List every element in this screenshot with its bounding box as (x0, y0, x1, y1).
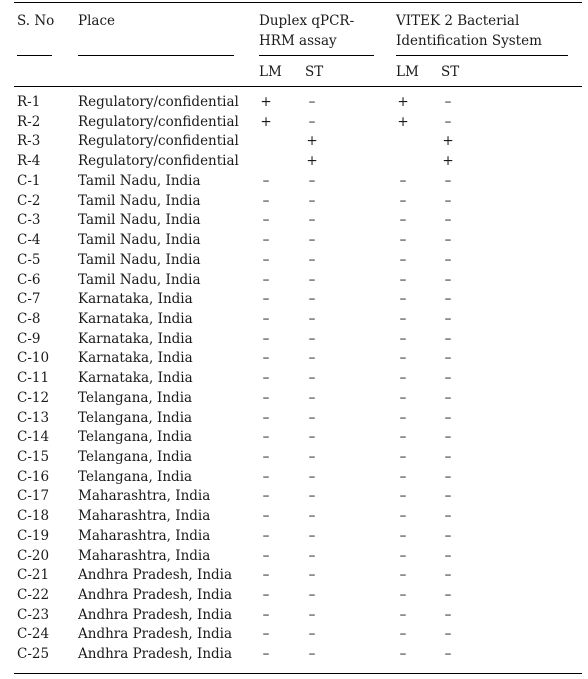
cell-place: Karnataka, India (78, 310, 193, 327)
cell-place: Maharashtra, India (78, 527, 211, 544)
cell-sno: C-16 (17, 468, 50, 485)
cell-vitek-st: – (444, 567, 452, 584)
cell-vitek-st: – (444, 429, 452, 446)
cell-place: Tamil Nadu, India (78, 251, 201, 268)
cell-place: Telangana, India (78, 409, 193, 426)
cell-sno: C-4 (17, 232, 41, 248)
cell-duplex-lm: – (262, 251, 270, 268)
cell-duplex-st: – (308, 587, 316, 603)
cell-duplex-st: – (308, 527, 316, 544)
cell-place: Andhra Pradesh, India (78, 626, 233, 643)
cell-vitek-lm: – (399, 212, 407, 229)
cell-vitek-lm: – (399, 192, 407, 209)
cell-vitek-lm: – (399, 449, 407, 465)
cell-place: Maharashtra, India (78, 547, 211, 564)
cell-place: Andhra Pradesh, India (78, 606, 233, 623)
cell-vitek-st: – (444, 409, 452, 426)
cell-sno: C-3 (17, 212, 41, 229)
subheader-lm-vitek: LM (396, 64, 419, 80)
cell-duplex-lm: – (262, 370, 270, 387)
cell-vitek-lm: – (399, 429, 407, 446)
sno-underline (17, 55, 52, 56)
cell-duplex-lm: – (262, 409, 270, 426)
cell-duplex-st: – (308, 547, 316, 564)
cell-vitek-lm: – (399, 626, 407, 643)
cell-place: Andhra Pradesh, India (78, 646, 233, 663)
cell-duplex-lm: – (262, 547, 270, 564)
place-underline (78, 55, 234, 56)
cell-vitek-st: – (444, 113, 452, 130)
cell-duplex-st: – (308, 330, 316, 347)
cell-vitek-st: – (444, 527, 452, 544)
cell-vitek-st: + (442, 153, 454, 170)
cell-sno: C-25 (17, 646, 50, 663)
header-sno: S. No (17, 13, 55, 29)
cell-duplex-lm: – (262, 587, 270, 603)
cell-duplex-lm: – (262, 449, 270, 465)
cell-place: Tamil Nadu, India (78, 192, 201, 209)
cell-duplex-st: – (308, 192, 316, 209)
header-duplex-line2: HRM assay (259, 33, 337, 49)
cell-duplex-lm: – (262, 429, 270, 446)
cell-sno: C-7 (17, 291, 41, 308)
cell-place: Telangana, India (78, 468, 193, 485)
cell-vitek-lm: – (399, 646, 407, 663)
cell-sno: R-1 (17, 94, 41, 110)
cell-sno: C-17 (17, 488, 50, 505)
cell-vitek-st: – (444, 172, 452, 189)
cell-place: Tamil Nadu, India (78, 172, 201, 189)
cell-sno: C-12 (17, 389, 50, 406)
cell-duplex-lm: – (262, 468, 270, 485)
cell-vitek-st: – (444, 232, 452, 248)
cell-duplex-lm: – (262, 172, 270, 189)
cell-sno: C-22 (17, 587, 50, 603)
cell-duplex-st: – (308, 310, 316, 327)
cell-vitek-st: – (444, 370, 452, 387)
table-top-rule (14, 2, 582, 3)
cell-sno: C-13 (17, 409, 50, 426)
cell-duplex-st: + (306, 153, 318, 170)
cell-place: Karnataka, India (78, 370, 193, 387)
cell-vitek-lm: – (399, 370, 407, 387)
cell-vitek-st: – (444, 646, 452, 663)
cell-duplex-st: – (308, 468, 316, 485)
cell-duplex-st: – (308, 488, 316, 505)
cell-duplex-st: – (308, 291, 316, 308)
cell-place: Telangana, India (78, 429, 193, 446)
cell-duplex-st: – (308, 626, 316, 643)
cell-duplex-st: – (308, 113, 316, 130)
cell-vitek-lm: – (399, 468, 407, 485)
cell-sno: R-2 (17, 113, 41, 130)
cell-duplex-lm: – (262, 527, 270, 544)
cell-place: Karnataka, India (78, 291, 193, 308)
cell-duplex-st: – (308, 271, 316, 288)
cell-vitek-lm: – (399, 330, 407, 347)
cell-vitek-lm: – (399, 232, 407, 248)
cell-sno: C-21 (17, 567, 50, 584)
cell-vitek-lm: – (399, 547, 407, 564)
cell-vitek-st: – (444, 547, 452, 564)
cell-vitek-st: – (444, 389, 452, 406)
cell-duplex-st: – (308, 429, 316, 446)
header-place: Place (78, 13, 115, 29)
cell-vitek-lm: – (399, 350, 407, 367)
cell-place: Regulatory/confidential (78, 153, 239, 170)
cell-duplex-lm: – (262, 330, 270, 347)
cell-vitek-lm: – (399, 291, 407, 308)
cell-duplex-lm: + (260, 113, 272, 130)
cell-duplex-lm: – (262, 508, 270, 525)
cell-vitek-st: – (444, 251, 452, 268)
cell-sno: C-19 (17, 527, 50, 544)
cell-vitek-st: – (444, 350, 452, 367)
cell-vitek-st: – (444, 449, 452, 465)
cell-vitek-lm: – (399, 508, 407, 525)
cell-duplex-lm: – (262, 567, 270, 584)
cell-place: Telangana, India (78, 449, 193, 465)
cell-vitek-st: – (444, 291, 452, 308)
cell-duplex-st: + (306, 133, 318, 150)
cell-sno: C-2 (17, 192, 41, 209)
cell-vitek-st: – (444, 330, 452, 347)
cell-duplex-st: – (308, 646, 316, 663)
table-bottom-rule (14, 673, 582, 674)
cell-duplex-lm: – (262, 606, 270, 623)
cell-vitek-lm: – (399, 527, 407, 544)
cell-vitek-st: – (444, 310, 452, 327)
cell-duplex-st: – (308, 409, 316, 426)
cell-vitek-lm: – (399, 172, 407, 189)
cell-duplex-lm: – (262, 212, 270, 229)
cell-duplex-st: – (308, 251, 316, 268)
cell-duplex-lm: – (262, 626, 270, 643)
cell-sno: C-23 (17, 606, 50, 623)
header-bottom-rule (14, 86, 582, 87)
cell-duplex-st: – (308, 212, 316, 229)
cell-place: Karnataka, India (78, 350, 193, 367)
cell-vitek-lm: + (397, 94, 409, 110)
subheader-lm-duplex: LM (259, 64, 282, 80)
cell-sno: C-6 (17, 271, 41, 288)
cell-duplex-st: – (308, 94, 316, 110)
header-duplex-line1: Duplex qPCR- (259, 13, 355, 29)
cell-vitek-lm: – (399, 271, 407, 288)
cell-vitek-st: – (444, 606, 452, 623)
cell-vitek-lm: – (399, 310, 407, 327)
cell-sno: C-18 (17, 508, 50, 525)
cell-duplex-lm: – (262, 232, 270, 248)
subheader-st-vitek: ST (441, 64, 460, 80)
cell-sno: R-4 (17, 153, 41, 170)
cell-sno: C-1 (17, 172, 41, 189)
duplex-underline (259, 55, 374, 56)
cell-duplex-st: – (308, 606, 316, 623)
cell-place: Tamil Nadu, India (78, 271, 201, 288)
cell-vitek-st: – (444, 626, 452, 643)
cell-sno: C-14 (17, 429, 50, 446)
cell-duplex-lm: – (262, 192, 270, 209)
subheader-st-duplex: ST (305, 64, 324, 80)
cell-sno: C-9 (17, 330, 41, 347)
cell-place: Tamil Nadu, India (78, 212, 201, 229)
cell-vitek-lm: + (397, 113, 409, 130)
cell-sno: C-8 (17, 310, 41, 327)
header-vitek-line1: VITEK 2 Bacterial (396, 13, 520, 29)
cell-duplex-st: – (308, 449, 316, 465)
cell-place: Maharashtra, India (78, 508, 211, 525)
cell-duplex-lm: – (262, 646, 270, 663)
cell-duplex-lm: – (262, 350, 270, 367)
header-vitek-line2: Identification System (396, 33, 542, 49)
cell-duplex-lm: – (262, 310, 270, 327)
cell-vitek-st: – (444, 508, 452, 525)
cell-place: Andhra Pradesh, India (78, 567, 233, 584)
cell-vitek-lm: – (399, 587, 407, 603)
cell-sno: C-11 (17, 370, 50, 387)
cell-vitek-st: – (444, 212, 452, 229)
cell-sno: C-15 (17, 449, 50, 465)
cell-duplex-st: – (308, 350, 316, 367)
cell-vitek-st: – (444, 587, 452, 603)
cell-vitek-lm: – (399, 567, 407, 584)
cell-vitek-st: – (444, 192, 452, 209)
cell-place: Regulatory/confidential (78, 133, 239, 150)
cell-place: Regulatory/confidential (78, 94, 239, 110)
cell-vitek-lm: – (399, 606, 407, 623)
cell-vitek-lm: – (399, 488, 407, 505)
cell-vitek-st: – (444, 94, 452, 110)
cell-duplex-lm: + (260, 94, 272, 110)
cell-vitek-st: – (444, 468, 452, 485)
cell-sno: C-10 (17, 350, 50, 367)
cell-vitek-st: + (442, 133, 454, 150)
cell-place: Karnataka, India (78, 330, 193, 347)
cell-vitek-st: – (444, 271, 452, 288)
cell-vitek-lm: – (399, 251, 407, 268)
cell-sno: R-3 (17, 133, 41, 150)
cell-duplex-lm: – (262, 271, 270, 288)
cell-vitek-st: – (444, 488, 452, 505)
cell-duplex-lm: – (262, 488, 270, 505)
cell-duplex-st: – (308, 508, 316, 525)
vitek-underline (396, 55, 568, 56)
cell-duplex-st: – (308, 389, 316, 406)
cell-vitek-lm: – (399, 389, 407, 406)
cell-place: Andhra Pradesh, India (78, 587, 233, 603)
cell-duplex-st: – (308, 172, 316, 189)
cell-duplex-st: – (308, 567, 316, 584)
cell-sno: C-5 (17, 251, 41, 268)
cell-duplex-st: – (308, 370, 316, 387)
cell-duplex-st: – (308, 232, 316, 248)
cell-place: Tamil Nadu, India (78, 232, 201, 248)
cell-duplex-lm: – (262, 389, 270, 406)
cell-duplex-lm: – (262, 291, 270, 308)
cell-sno: C-24 (17, 626, 50, 643)
cell-place: Telangana, India (78, 389, 193, 406)
cell-place: Regulatory/confidential (78, 113, 239, 130)
cell-sno: C-20 (17, 547, 50, 564)
cell-place: Maharashtra, India (78, 488, 211, 505)
cell-vitek-lm: – (399, 409, 407, 426)
